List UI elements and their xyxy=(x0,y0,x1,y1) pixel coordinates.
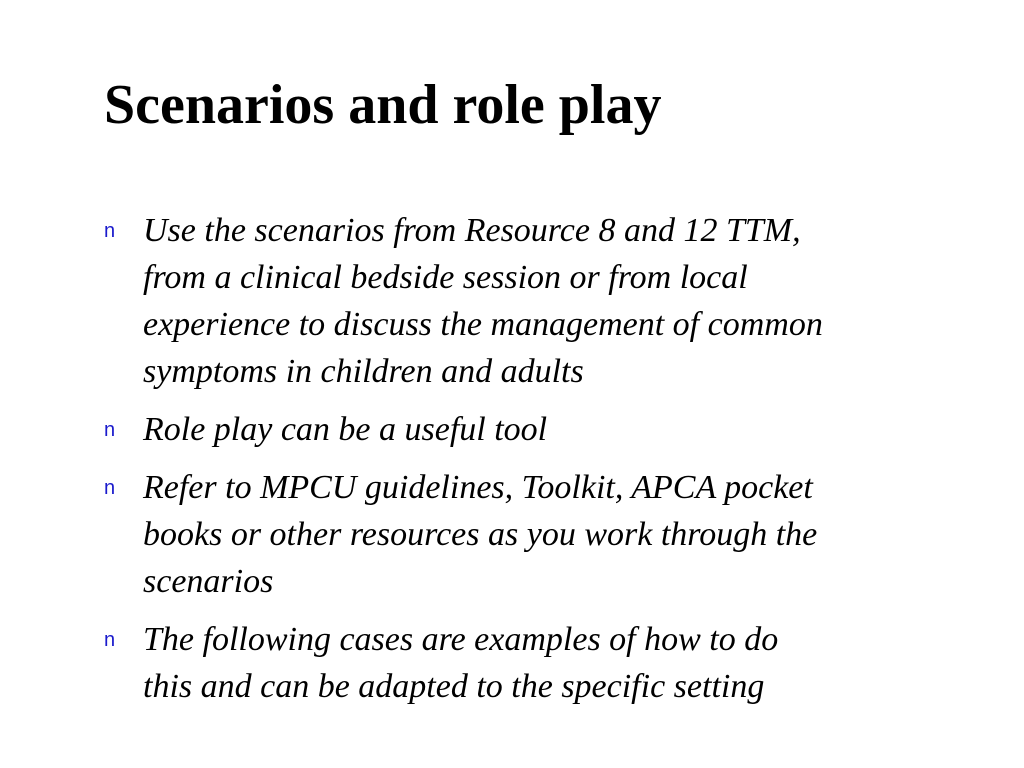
bullet-item xyxy=(104,464,964,605)
bullet-text: Refer to MPCU guidelines, Toolkit, APCA pocket books or other resources as you work through the scenarios xyxy=(143,469,818,600)
bullet-text: Use the scenarios from Resource 8 and 12 TTM, from a clinical bedside session or from local experience to discuss the management of common symptoms in children and adults xyxy=(143,212,823,390)
bullet-marker: n xyxy=(104,220,116,242)
bullet-text: The following cases are examples of how to do this and can be adapted to the specific setting xyxy=(143,621,779,705)
bullet-list xyxy=(104,207,964,721)
bullet-text: Role play can be a useful tool xyxy=(143,411,548,448)
bullet-marker: n xyxy=(104,419,116,441)
bullet-item xyxy=(104,616,964,710)
bullet-item xyxy=(104,207,964,395)
bullet-item xyxy=(104,406,964,453)
bullet-marker: n xyxy=(104,477,116,499)
bullet-marker: n xyxy=(104,629,116,651)
slide-title: Scenarios and role play xyxy=(104,74,662,136)
